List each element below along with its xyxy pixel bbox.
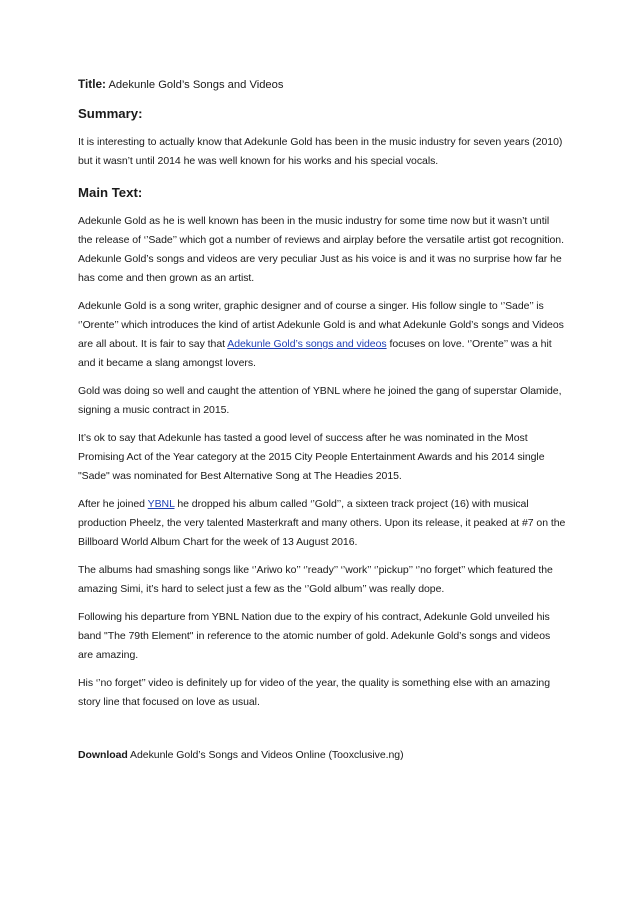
paragraph-5 xyxy=(78,495,566,552)
document-page xyxy=(78,76,566,774)
paragraph-1: Adekunle Gold as he is well known has been in the music industry for some time now but it wasn’t until the release of ‘’Sade’’ which got a number of reviews and airplay before the versatile artist got recognition. Adekunle Gold’s songs and videos are very peculiar Just as his voice is and it was no surprise how far he has come and then grown as an artist. xyxy=(78,215,564,284)
summary-text: It is interesting to actually know that Adekunle Gold has been in the music industry for seven years (2010) but it wasn’t until 2014 he was well known for his works and his special vocals. xyxy=(78,136,563,167)
paragraph-4: It’s ok to say that Adekunle has tasted a good level of success after he was nominated in the Most Promising Act of the Year category at the 2015 City People Entertainment Awards and his 2014 single "Sade" was nominated for Best Alternative Song at The Headies 2015. xyxy=(78,432,545,482)
summary-heading: Summary: xyxy=(78,106,143,121)
download-label: Download xyxy=(78,749,128,761)
paragraph-2-text-a: Adekunle Gold is a song writer, graphic designer and of course a singer. His follow single to ‘’Sade’’ is ‘’Orente’’ which introduces the kind of artist Adekunle Gold is and what Adekunle Gold’s songs and Videos are all about. It is fair to say that xyxy=(78,300,564,350)
paragraph-5-text-b: he dropped his album called ‘’Gold’’, a sixteen track project (16) with musical production Pheelz, the very talented Masterkraft and many others. Upon its release, it peaked at #7 on the Billboard World Album Chart for the week of 13 August 2016. xyxy=(78,498,566,548)
paragraph-2-text-b: focuses on love. ‘’Orente’’ was a hit and it became a slang amongst lovers. xyxy=(78,338,552,369)
ybnl-link[interactable]: YBNL xyxy=(147,498,175,510)
paragraph-8: His ‘’no forget’’ video is definitely up for video of the year, the quality is something else with an amazing story line that focused on love as usual. xyxy=(78,677,550,708)
title-label: Title: xyxy=(78,77,106,91)
paragraph-5-text-a: After he joined xyxy=(78,498,148,510)
download-text: Adekunle Gold’s Songs and Videos Online (Tooxclusive.ng) xyxy=(127,749,404,761)
songs-videos-link[interactable]: Adekunle Gold’s songs and videos xyxy=(227,338,387,350)
paragraph-2 xyxy=(78,297,566,373)
title-line xyxy=(78,76,566,93)
paragraph-7: Following his departure from YBNL Nation due to the expiry of his contract, Adekunle Gold unveiled his band "The 79th Element" in reference to the atomic number of gold. Adekunle Gold’s songs and videos are amazing. xyxy=(78,611,551,661)
paragraph-3: Gold was doing so well and caught the attention of YBNL where he joined the gang of superstar Olamide, signing a music contract in 2015. xyxy=(78,385,562,416)
paragraph-6: The albums had smashing songs like ‘’Ariwo ko’’ ‘’ready’’ ‘’work’’ ‘’pickup’’ ‘’no forget’’ which featured the amazing Simi, it’s hard to select just a few as the ‘’Gold album’’ was really dope. xyxy=(78,564,553,595)
download-line xyxy=(78,746,566,765)
title-value: Adekunle Gold’s Songs and Videos xyxy=(108,79,284,91)
main-text-heading: Main Text: xyxy=(78,185,143,200)
